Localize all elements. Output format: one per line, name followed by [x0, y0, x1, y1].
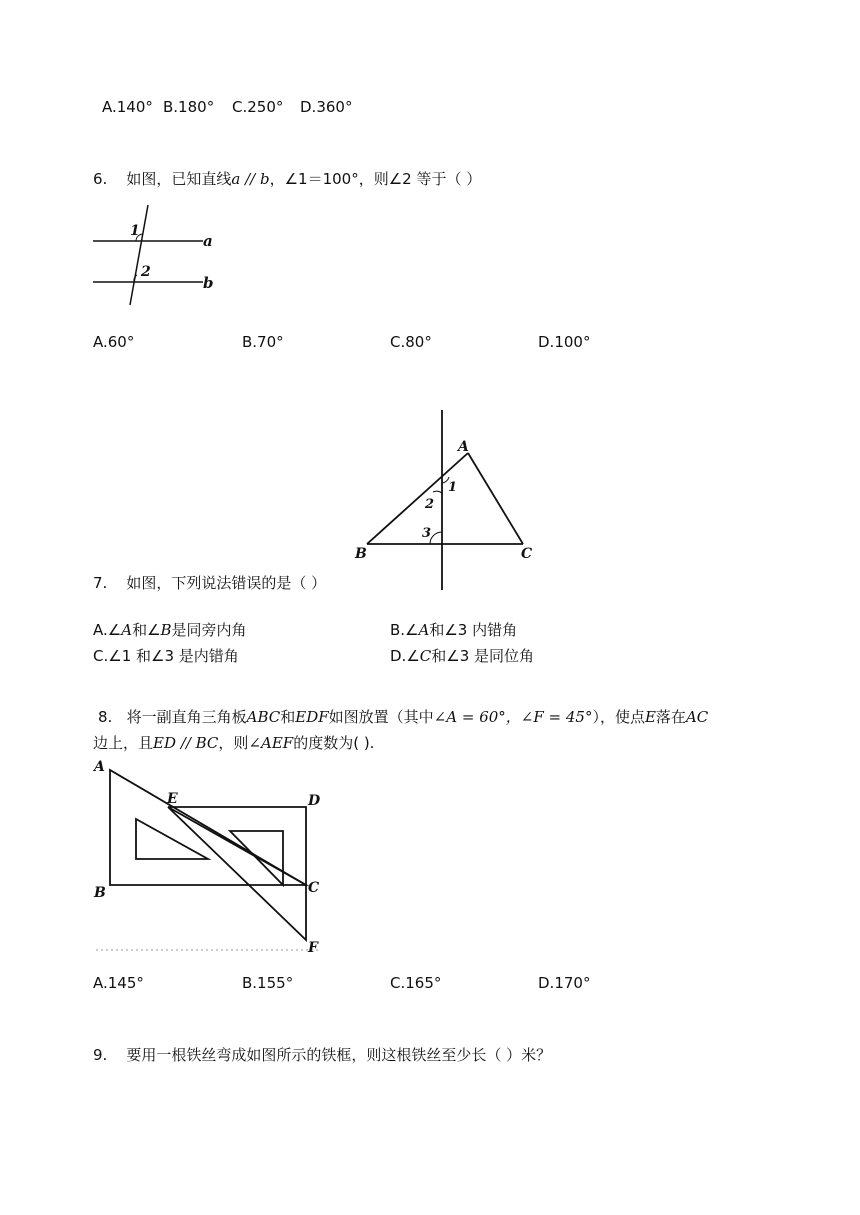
q8-label-f: F — [308, 940, 318, 956]
q7-option-b-pre: B.∠ — [390, 621, 419, 639]
q8-l1-m3: ∠A = 60°，∠F = 45° — [433, 708, 593, 726]
q5-option-b: B.180° — [163, 98, 215, 116]
q7-label-b: B — [355, 546, 367, 562]
q6-transversal — [130, 205, 148, 305]
q6-label-2: 2 — [141, 264, 151, 280]
q7-option-a-m1: A — [121, 621, 133, 639]
q7-option-b — [390, 620, 517, 640]
q8-stem-line2 — [93, 733, 374, 753]
q7-label-a: A — [458, 439, 469, 455]
q8-label-c: C — [308, 880, 320, 896]
q8-l2-p2: ，则 — [218, 734, 249, 752]
q7-label-1: 1 — [448, 480, 458, 495]
q6-option-a: A.60° — [93, 333, 135, 351]
q8-l1-p4: ），使点 — [592, 708, 645, 726]
q8-label-a: A — [94, 759, 105, 775]
q7-label-3: 3 — [422, 526, 432, 541]
q6-option-b: B.70° — [242, 333, 284, 351]
q8-option-b: B.155° — [242, 974, 294, 992]
q8-label-d: D — [308, 793, 321, 809]
q7-option-b-m1: A — [418, 621, 430, 639]
q8-label-b: B — [94, 885, 106, 901]
q8-triangle-abc-hole — [136, 819, 208, 859]
q8-l2-p1: 边上，且 — [93, 734, 154, 752]
q7-option-b-mid: 和∠3 内错角 — [429, 621, 518, 639]
q8-l1-m4: E — [644, 708, 656, 726]
q6-stem — [93, 169, 481, 189]
q9-stem — [93, 1045, 551, 1065]
q8-l1-m5: AC — [685, 708, 709, 726]
q7-figure — [350, 405, 550, 595]
q7-label-c: C — [521, 546, 533, 562]
q8-l2-m1: ED // BC — [153, 734, 219, 752]
q6-label-a: a — [203, 232, 213, 250]
q8-l2-p3: 的度数为( ). — [293, 734, 375, 752]
q8-l1-p2: 和 — [280, 708, 296, 726]
q7-option-d-m1: C — [419, 647, 432, 665]
q7-segment-ab — [367, 453, 468, 544]
q7-option-c-pre: C.∠1 和∠3 是内错角 — [93, 647, 239, 665]
q7-option-d-mid: 和∠3 是同位角 — [431, 647, 535, 665]
q8-l1-p1: 将一副直角三角板 — [126, 708, 247, 726]
q8-label-e: E — [167, 791, 178, 807]
q7-angle2-arc — [433, 491, 442, 493]
q6-label-b: b — [203, 274, 214, 292]
q8-l2-m2: ∠AEF — [248, 734, 294, 752]
q7-option-d — [390, 646, 534, 666]
q6-number: 6. — [93, 170, 108, 188]
q5-option-c: C.250° — [232, 98, 284, 116]
q5-option-a: A.140° — [102, 98, 153, 116]
q8-l1-p5: 落在 — [655, 708, 686, 726]
q7-option-a-m2: B — [160, 621, 172, 639]
q8-option-d: D.170° — [538, 974, 591, 992]
q7-option-a — [93, 620, 247, 640]
q9-number: 9. — [93, 1046, 108, 1064]
q6-option-d: D.100° — [538, 333, 591, 351]
q6-stem-text: 如图，已知直线 — [126, 170, 232, 188]
q7-label-2: 2 — [425, 497, 435, 512]
q7-angle3-arc — [430, 532, 442, 544]
q8-figure — [88, 755, 338, 960]
q8-option-c: C.165° — [390, 974, 442, 992]
q8-l1-m2: EDF — [295, 708, 329, 726]
q8-option-a: A.145° — [93, 974, 144, 992]
q6-option-c: C.80° — [390, 333, 432, 351]
q7-option-d-pre: D.∠ — [390, 647, 420, 665]
q7-option-a-mid: 和∠ — [132, 621, 161, 639]
q6-stem-math: a // b — [231, 170, 270, 188]
q9-stem-text: 要用一根铁丝弯成如图所示的铁框，则这根铁丝至少长（ ）米？ — [126, 1046, 552, 1064]
q8-stem-line1 — [98, 707, 708, 727]
q7-option-c — [93, 646, 239, 666]
q7-segment-ac — [468, 453, 523, 544]
q7-stem — [93, 573, 326, 593]
q7-number: 7. — [93, 574, 108, 592]
q6-label-1: 1 — [130, 223, 140, 239]
q7-option-a-post: 是同旁内角 — [171, 621, 247, 639]
q5-option-d: D.360° — [300, 98, 353, 116]
q6-stem-text2: ，∠1＝100°，则∠2 等于（ ） — [269, 170, 482, 188]
q8-l1-m1: ABC — [246, 708, 281, 726]
q8-l1-p3: 如图放置（其中 — [328, 708, 434, 726]
q8-number: 8. — [98, 708, 113, 726]
q7-stem-text: 如图，下列说法错误的是（ ） — [126, 574, 327, 592]
q6-figure — [88, 200, 228, 310]
q7-option-a-pre: A.∠ — [93, 621, 122, 639]
